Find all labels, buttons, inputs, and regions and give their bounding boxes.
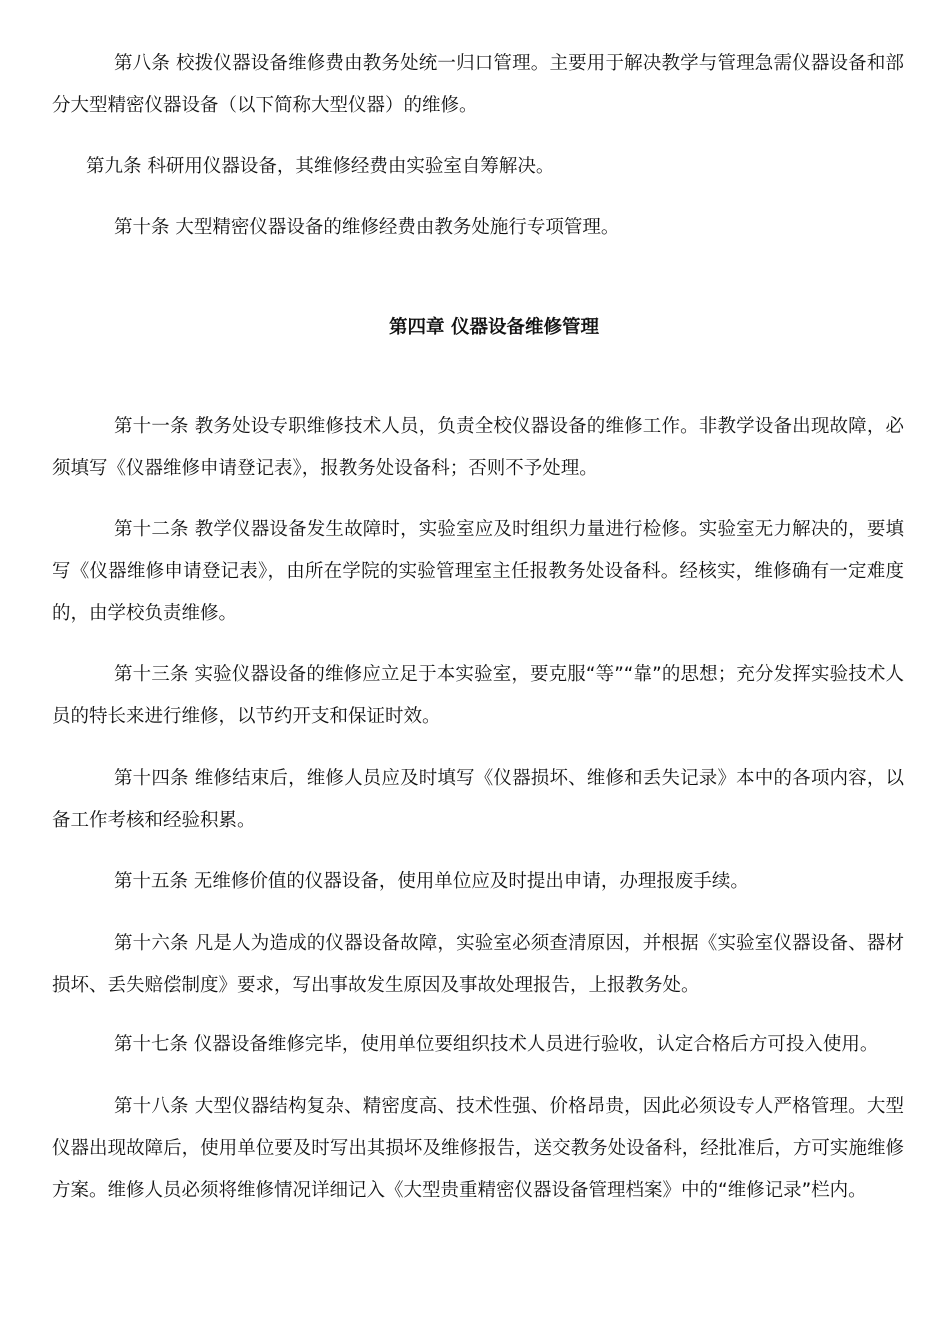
article-8: 第八条 校拨仪器设备维修费由教务处统一归口管理。主要用于解决教学与管理急需仪器设备和部分大型精密仪器设备（以下简称大型仪器）的维修。 [52,53,904,116]
article-14: 第十四条 维修结束后，维修人员应及时填写《仪器损坏、维修和丢失记录》本中的各项内容，以备工作考核和经验积累。 [52,768,904,831]
article-16: 第十六条 凡是人为造成的仪器设备故障，实验室必须查清原因，并根据《实验室仪器设备、器材损坏、丢失赔偿制度》要求，写出事故发生原因及事故处理报告，上报教务处。 [52,933,904,996]
article-11: 第十一条 教务处设专职维修技术人员，负责全校仪器设备的维修工作。非教学设备出现故障，必须填写《仪器维修申请登记表》，报教务处设备科；否则不予处理。 [52,416,904,479]
article-9: 第九条 科研用仪器设备，其维修经费由实验室自筹解决。 [86,156,555,177]
article-13: 第十三条 实验仪器设备的维修应立足于本实验室，要克服“等”“靠”的思想；充分发挥实验技术人员的特长来进行维修，以节约开支和保证时效。 [52,664,904,727]
article-12: 第十二条 教学仪器设备发生故障时，实验室应及时组织力量进行检修。实验室无力解决的，要填写《仪器维修申请登记表》，由所在学院的实验管理室主任报教务处设备科。经核实，维修确有一定难度的，由学校负责维修。 [52,519,904,624]
article-17: 第十七条 仪器设备维修完毕，使用单位要组织技术人员进行验收，认定合格后方可投入使用。 [114,1034,879,1055]
article-18: 第十八条 大型仪器结构复杂、精密度高、技术性强、价格昂贵，因此必须设专人严格管理。大型仪器出现故障后，使用单位要及时写出其损坏及维修报告，送交教务处设备科，经批准后，方可实施维修方案。维修人员必须将维修情况详细记入《大型贵重精密仪器设备管理档案》中的“维修记录”栏内。 [52,1096,904,1201]
article-10: 第十条 大型精密仪器设备的维修经费由教务处施行专项管理。 [114,217,620,238]
chapter-title: 第四章 仪器设备维修管理 [389,317,599,338]
article-15: 第十五条 无维修价值的仪器设备，使用单位应及时提出申请，办理报废手续。 [114,871,749,892]
